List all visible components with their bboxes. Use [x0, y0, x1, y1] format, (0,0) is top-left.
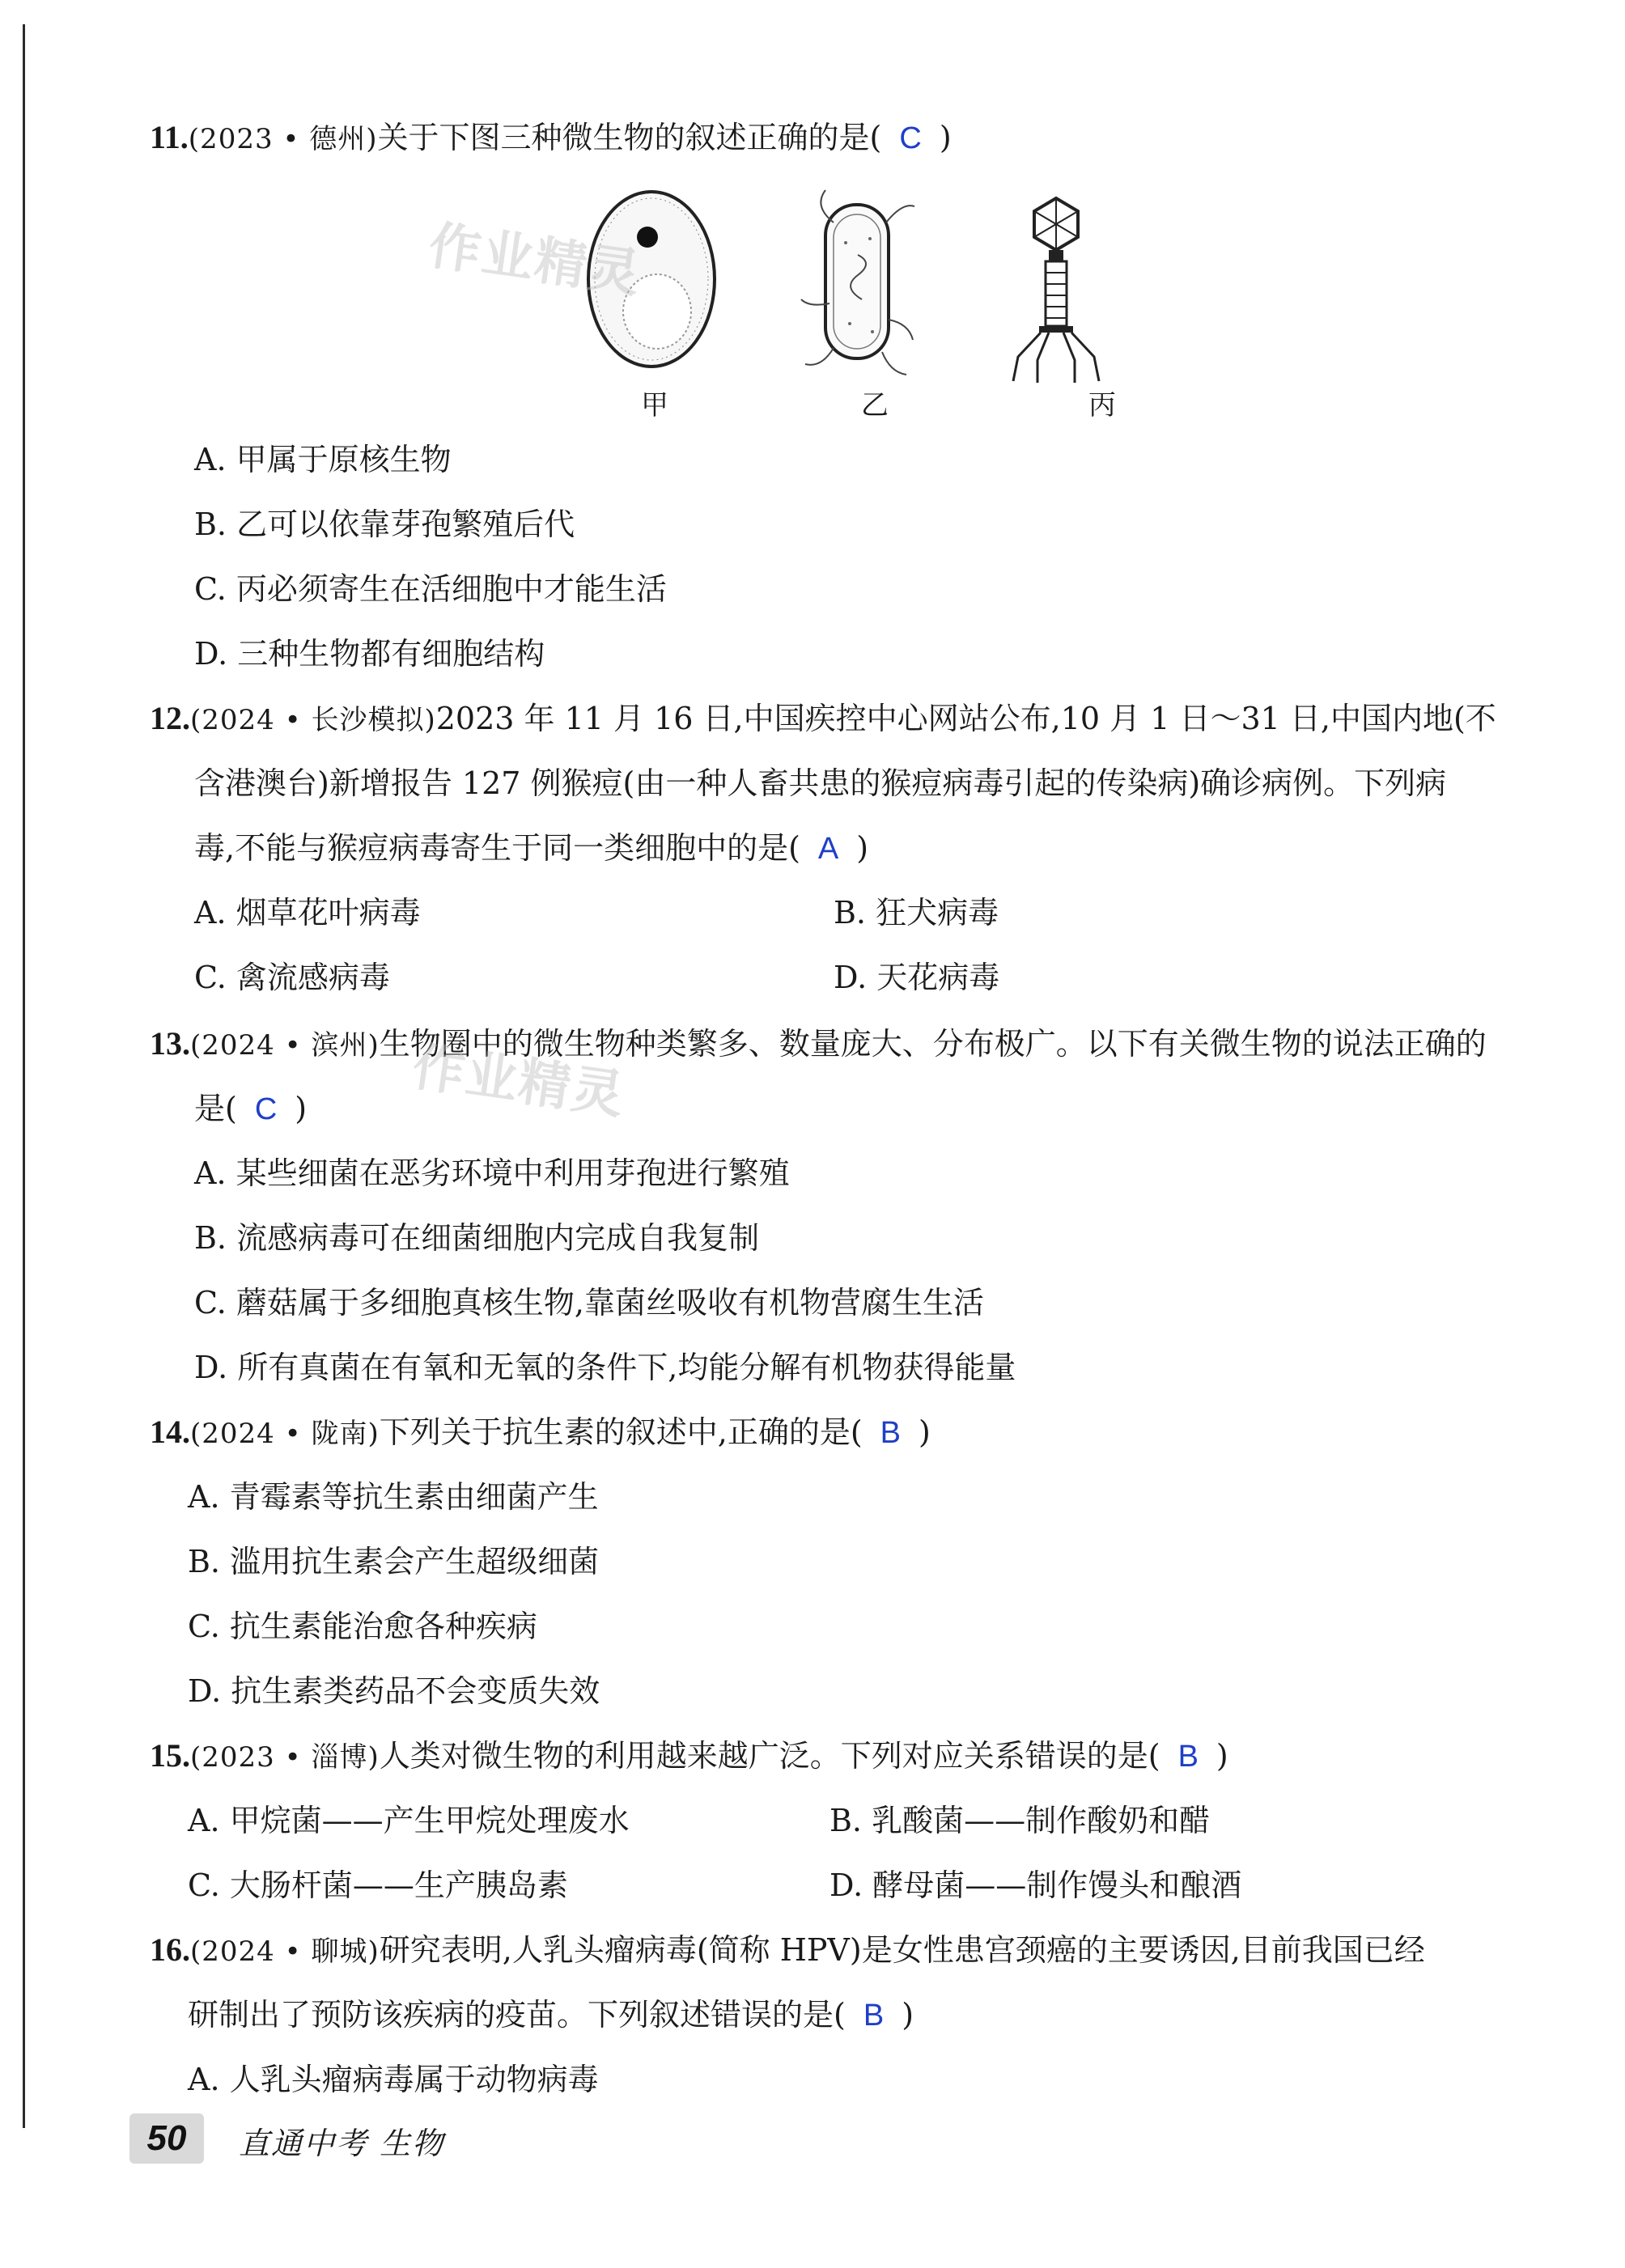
- question-12-line3: [194, 816, 1570, 881]
- question-number: 15.: [150, 1737, 190, 1774]
- figure-label-jia: 甲: [641, 389, 668, 422]
- question-close-paren: ): [856, 830, 869, 866]
- answer-mark: A: [817, 832, 839, 866]
- watermark: 作业精灵: [409, 1036, 630, 1126]
- question-number: 11.: [150, 119, 189, 155]
- option-b: B. 流感病毒可在细菌细胞内完成自我复制: [194, 1220, 760, 1256]
- question-12-stem: [150, 686, 1525, 752]
- question-16-stem: [150, 1918, 1525, 1984]
- answer-mark: C: [899, 121, 922, 155]
- question-close-paren: ): [919, 1414, 931, 1450]
- question-text: 生物圈中的微生物种类繁多、数量庞大、分布极广。以下有关微生物的说法正确的: [379, 1026, 1487, 1062]
- question-source: (2024 • 陇南): [190, 1418, 380, 1450]
- option-a: A. 人乳头瘤病毒属于动物病毒: [188, 2062, 599, 2097]
- figure-label-bing: 丙: [1088, 389, 1116, 422]
- question-close-paren: ): [1216, 1738, 1228, 1774]
- option-c: C. 蘑菇属于多细胞真核生物,靠菌丝吸收有机物营腐生生活: [194, 1285, 984, 1321]
- option-d: D. 天花病毒: [834, 960, 1000, 995]
- question-source: (2024 • 滨州): [190, 1029, 380, 1062]
- question-text: 研制出了预防该疾病的疫苗。下列叙述错误的是(: [188, 1997, 846, 2033]
- bacteriophage-illustration: [1013, 198, 1099, 383]
- option-c: C. 禽流感病毒: [194, 960, 390, 995]
- option-d: D. 酵母菌——制作馒头和酿酒: [829, 1867, 1242, 1903]
- question-source: (2024 • 聊城): [190, 1935, 380, 1968]
- question-11-stem: [150, 105, 1525, 172]
- question-13-line2: [194, 1076, 1570, 1142]
- option-d: D. 所有真菌在有氧和无氧的条件下,均能分解有机物获得能量: [194, 1350, 1016, 1385]
- question-text: 下列关于抗生素的叙述中,正确的是(: [379, 1414, 863, 1450]
- question-number: 14.: [150, 1414, 190, 1450]
- option-b: B. 滥用抗生素会产生超级细菌: [188, 1544, 600, 1579]
- answer-mark: B: [1177, 1740, 1199, 1774]
- answer-mark: B: [863, 1999, 885, 2033]
- question-text: 人类对微生物的利用越来越广泛。下列对应关系错误的是(: [379, 1738, 1160, 1774]
- question-close-paren: ): [295, 1091, 308, 1126]
- option-b: B. 乳酸菌——制作酸奶和醋: [829, 1803, 1211, 1838]
- question-14-stem: [150, 1400, 1525, 1466]
- question-close-paren: ): [902, 1997, 914, 2033]
- question-close-paren: ): [939, 120, 952, 155]
- microorganism-figure: [566, 182, 1149, 392]
- question-15-stem: [150, 1723, 1525, 1790]
- option-b: B. 乙可以依靠芽孢繁殖后代: [194, 507, 575, 542]
- question-source: (2023 • 德州): [188, 123, 378, 155]
- question-12-line2: 含港澳台)新增报告 127 例猴痘(由一种人畜共患的猴痘病毒引起的传染病)确诊病例。下列病: [194, 765, 1447, 801]
- question-text: 毒,不能与猴痘病毒寄生于同一类细胞中的是(: [194, 830, 800, 866]
- option-c: C. 丙必须寄生在活细胞中才能生活: [194, 571, 667, 607]
- option-a: A. 某些细菌在恶劣环境中利用芽孢进行繁殖: [194, 1155, 790, 1191]
- answer-mark: C: [254, 1092, 278, 1126]
- page-number: 50: [129, 2113, 204, 2164]
- option-c: C. 抗生素能治愈各种疾病: [188, 1609, 537, 1644]
- question-text: 研究表明,人乳头瘤病毒(简称 HPV)是女性患宫颈癌的主要诱因,目前我国已经: [379, 1932, 1425, 1968]
- answer-mark: B: [880, 1416, 901, 1450]
- option-a: A. 烟草花叶病毒: [194, 895, 421, 931]
- option-a: A. 青霉素等抗生素由细菌产生: [188, 1479, 599, 1515]
- question-number: 13.: [150, 1025, 190, 1062]
- option-c: C. 大肠杆菌——生产胰岛素: [188, 1867, 568, 1903]
- watermark: 作业精灵: [425, 215, 646, 305]
- book-title: 直通中考 生物: [239, 2126, 445, 2161]
- option-d: D. 三种生物都有细胞结构: [194, 636, 545, 672]
- figure-label-yi: 乙: [861, 389, 889, 422]
- option-b: B. 狂犬病毒: [834, 895, 999, 931]
- question-number: 12.: [150, 700, 190, 736]
- question-13-stem: [150, 1011, 1525, 1078]
- option-a: A. 甲烷菌——产生甲烷处理废水: [188, 1803, 630, 1838]
- bacterium-illustration: [801, 190, 914, 375]
- question-source: (2023 • 淄博): [190, 1741, 380, 1774]
- question-text: 2023 年 11 月 16 日,中国疾控中心网站公布,10 月 1 日～31 日,中国内地(不: [435, 701, 1496, 736]
- question-text: 关于下图三种微生物的叙述正确的是(: [377, 120, 882, 155]
- option-a: A. 甲属于原核生物: [194, 442, 452, 477]
- question-text: 是(: [194, 1091, 237, 1126]
- question-number: 16.: [150, 1931, 190, 1968]
- question-source: (2024 • 长沙模拟): [190, 704, 436, 736]
- question-16-line2: [188, 1982, 1563, 2048]
- option-d: D. 抗生素类药品不会变质失效: [188, 1673, 600, 1709]
